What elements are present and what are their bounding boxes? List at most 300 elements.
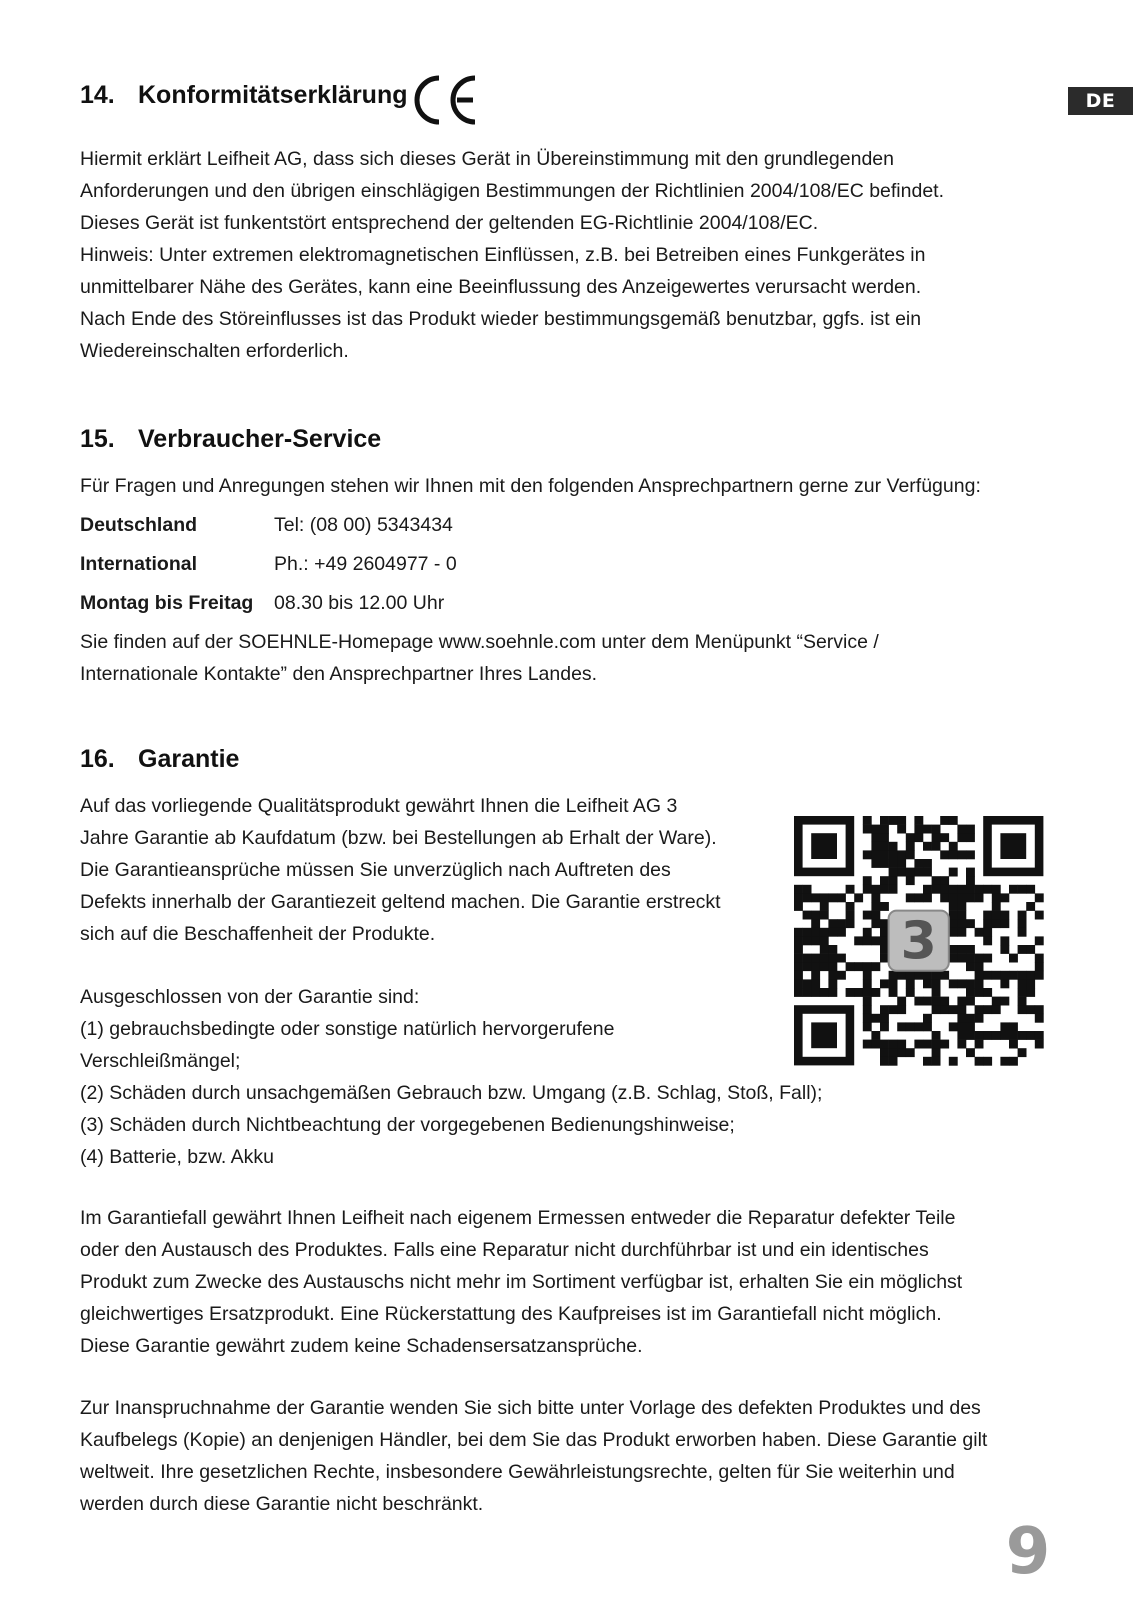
- qr-module: [932, 1031, 941, 1040]
- qr-module: [1018, 988, 1027, 997]
- qr-module: [803, 988, 812, 997]
- qr-module: [1000, 971, 1009, 980]
- qr-module: [880, 1040, 889, 1049]
- warranty-paragraph-3: [80, 1202, 1080, 1362]
- section-15-heading: [80, 424, 381, 454]
- qr-module: [1026, 1005, 1035, 1014]
- qr-module: [794, 928, 803, 937]
- qr-module: [949, 928, 958, 937]
- qr-module: [1000, 893, 1009, 902]
- qr-module: [1026, 988, 1035, 997]
- qr-module: [889, 979, 898, 988]
- text-line: Verschleißmängel;: [80, 1050, 241, 1072]
- qr-module: [889, 842, 898, 851]
- section-number: 16.: [80, 745, 115, 773]
- text-line: sich auf die Beschaffenheit der Produkte.: [80, 923, 436, 945]
- qr-module: [966, 868, 975, 877]
- qr-module: [906, 979, 915, 988]
- qr-module: [863, 936, 872, 945]
- qr-module: [923, 885, 932, 894]
- qr-module: [957, 1005, 966, 1014]
- qr-module: [1018, 919, 1027, 928]
- qr-module: [932, 885, 941, 894]
- section-title: Konformitätserklärung: [138, 81, 408, 109]
- qr-module: [1026, 971, 1035, 980]
- qr-module: [1035, 1005, 1044, 1014]
- text-line: gleichwertiges Ersatzprodukt. Eine Rückerstattung des Kaufpreises ist im Garantiefall nicht möglich.: [80, 1303, 942, 1325]
- qr-module: [975, 979, 984, 988]
- qr-module: [949, 868, 958, 877]
- qr-module: [863, 1040, 872, 1049]
- qr-module: [1035, 971, 1044, 980]
- qr-finder-pattern: [811, 833, 837, 859]
- qr-module: [949, 1022, 958, 1031]
- qr-module: [828, 928, 837, 937]
- qr-module: [863, 988, 872, 997]
- qr-module: [1009, 1057, 1018, 1066]
- qr-module: [923, 868, 932, 877]
- qr-module: [880, 842, 889, 851]
- qr-module: [889, 876, 898, 885]
- qr-module: [871, 859, 880, 868]
- text-line: Im Garantiefall gewährt Ihnen Leifheit nach eigenem Ermessen entweder die Reparatur defekter Teile: [80, 1207, 956, 1229]
- qr-module: [880, 850, 889, 859]
- qr-module: [889, 868, 898, 877]
- qr-module: [794, 885, 803, 894]
- qr-module: [983, 919, 992, 928]
- qr-module: [923, 971, 932, 980]
- qr-module: [820, 893, 829, 902]
- qr-module: [932, 979, 941, 988]
- qr-module: [932, 842, 941, 851]
- qr-module: [949, 954, 958, 963]
- qr-module: [966, 885, 975, 894]
- qr-module: [992, 997, 1001, 1006]
- qr-module: [940, 876, 949, 885]
- qr-module: [871, 911, 880, 920]
- qr-module: [975, 988, 984, 997]
- qr-module: [871, 893, 880, 902]
- qr-module: [932, 833, 941, 842]
- qr-module: [880, 1057, 889, 1066]
- qr-module: [794, 988, 803, 997]
- qr-module: [957, 997, 966, 1006]
- qr-module: [880, 1005, 889, 1014]
- qr-module: [803, 911, 812, 920]
- qr-module: [803, 962, 812, 971]
- qr-module: [975, 962, 984, 971]
- qr-module: [1000, 945, 1009, 954]
- qr-module: [889, 885, 898, 894]
- text-line: Auf das vorliegende Qualitätsprodukt gewährt Ihnen die Leifheit AG 3: [80, 795, 678, 817]
- contact-value: Tel: (08 00) 5343434: [274, 514, 453, 536]
- qr-module: [1000, 911, 1009, 920]
- qr-module: [914, 997, 923, 1006]
- qr-module: [889, 859, 898, 868]
- qr-module: [889, 1048, 898, 1057]
- qr-module: [1009, 1022, 1018, 1031]
- qr-module: [914, 1022, 923, 1031]
- qr-module: [975, 1005, 984, 1014]
- qr-module: [992, 885, 1001, 894]
- qr-module: [803, 885, 812, 894]
- qr-module: [932, 1040, 941, 1049]
- qr-module: [889, 988, 898, 997]
- text-line: Diese Garantie gewährt zudem keine Schadensersatzansprüche.: [80, 1335, 643, 1357]
- qr-module: [863, 825, 872, 834]
- qr-module: [871, 1040, 880, 1049]
- qr-module: [846, 919, 855, 928]
- qr-module: [992, 1005, 1001, 1014]
- qr-module: [906, 971, 915, 980]
- qr-module: [992, 902, 1001, 911]
- qr-module: [992, 971, 1001, 980]
- qr-module: [940, 997, 949, 1006]
- contact-label: Montag bis Freitag: [80, 592, 254, 614]
- qr-module: [932, 876, 941, 885]
- qr-module: [854, 988, 863, 997]
- qr-module: [828, 919, 837, 928]
- qr-module: [880, 885, 889, 894]
- qr-module: [1026, 885, 1035, 894]
- qr-module: [966, 833, 975, 842]
- qr-module: [957, 833, 966, 842]
- qr-module: [966, 954, 975, 963]
- qr-module: [897, 1022, 906, 1031]
- qr-module: [906, 1022, 915, 1031]
- qr-module: [863, 1022, 872, 1031]
- qr-module: [794, 893, 803, 902]
- qr-module: [828, 971, 837, 980]
- qr-finder-pattern: [811, 1022, 837, 1048]
- qr-module: [966, 997, 975, 1006]
- qr-module: [949, 842, 958, 851]
- qr-module: [820, 988, 829, 997]
- qr-module: [1009, 1031, 1018, 1040]
- qr-module: [975, 928, 984, 937]
- qr-module: [1026, 979, 1035, 988]
- qr-module: [811, 988, 820, 997]
- qr-module: [889, 850, 898, 859]
- qr-module: [828, 979, 837, 988]
- qr-module: [932, 988, 941, 997]
- qr-module: [957, 1031, 966, 1040]
- qr-module: [1018, 885, 1027, 894]
- qr-module: [949, 850, 958, 859]
- qr-module: [863, 876, 872, 885]
- qr-module: [957, 1014, 966, 1023]
- qr-module: [957, 850, 966, 859]
- qr-module: [846, 885, 855, 894]
- qr-module: [923, 1022, 932, 1031]
- qr-module: [1000, 1022, 1009, 1031]
- ce-mark-icon: [413, 74, 481, 126]
- qr-module: [820, 962, 829, 971]
- text-line: unmittelbarer Nähe des Gerätes, kann eine Beeinflussung des Anzeigewertes verursacht werden.: [80, 276, 922, 298]
- qr-module: [871, 919, 880, 928]
- text-line: Anforderungen und den übrigen einschlägigen Bestimmungen der Richtlinien 2004/108/EC befindet.: [80, 180, 945, 202]
- qr-module: [932, 1048, 941, 1057]
- qr-module: [914, 833, 923, 842]
- qr-module: [897, 816, 906, 825]
- qr-module: [966, 919, 975, 928]
- qr-module: [1018, 1005, 1027, 1014]
- qr-module: [811, 919, 820, 928]
- qr-module: [820, 945, 829, 954]
- qr-module: [828, 962, 837, 971]
- qr-module: [897, 997, 906, 1006]
- qr-module: [1035, 1031, 1044, 1040]
- qr-module: [897, 850, 906, 859]
- section-16-heading: [80, 744, 239, 774]
- contact-value: 08.30 bis 12.00 Uhr: [274, 592, 445, 614]
- qr-module: [897, 971, 906, 980]
- qr-module: [1000, 936, 1009, 945]
- qr-module: [794, 945, 803, 954]
- qr-module: [820, 928, 829, 937]
- qr-module: [811, 893, 820, 902]
- qr-module: [940, 893, 949, 902]
- text-line: Die Garantieansprüche müssen Sie unverzüglich nach Auftreten des: [80, 859, 671, 881]
- qr-module: [923, 825, 932, 834]
- qr-module: [820, 911, 829, 920]
- section-title: Verbraucher-Service: [138, 425, 382, 453]
- text-line: Kaufbelegs (Kopie) an denjenigen Händler, bei dem Sie das Produkt erworben haben. Diese Garantie gilt: [80, 1429, 988, 1451]
- qr-module: [949, 902, 958, 911]
- qr-module: [949, 885, 958, 894]
- qr-module: [1035, 1014, 1044, 1023]
- qr-module: [803, 936, 812, 945]
- qr-module: [1018, 1031, 1027, 1040]
- qr-module: [820, 902, 829, 911]
- qr-module: [983, 885, 992, 894]
- qr-module: [992, 911, 1001, 920]
- qr-module: [820, 954, 829, 963]
- qr-module: [957, 919, 966, 928]
- qr-module: [940, 850, 949, 859]
- contact-label: Deutschland: [80, 514, 198, 536]
- qr-module: [992, 893, 1001, 902]
- qr-module: [940, 885, 949, 894]
- qr-module: [854, 936, 863, 945]
- warranty-paragraph-1: [80, 790, 780, 950]
- qr-module: [906, 833, 915, 842]
- qr-module: [1018, 971, 1027, 980]
- qr-module: [794, 971, 803, 980]
- qr-module: [1000, 1031, 1009, 1040]
- qr-module: [863, 979, 872, 988]
- qr-module: [1035, 936, 1044, 945]
- qr-module: [880, 833, 889, 842]
- text-line: Ausgeschlossen von der Garantie sind:: [80, 986, 420, 1008]
- qr-module: [794, 936, 803, 945]
- text-line: Hinweis: Unter extremen elektromagnetischen Einflüssen, z.B. bei Betreiben eines Funkgerätes in: [80, 244, 926, 266]
- qr-module: [880, 954, 889, 963]
- qr-module: [932, 825, 941, 834]
- qr-module: [983, 1031, 992, 1040]
- qr-module: [966, 1014, 975, 1023]
- qr-module: [880, 876, 889, 885]
- qr-module: [871, 1014, 880, 1023]
- qr-module: [966, 1031, 975, 1040]
- qr-module: [1035, 954, 1044, 963]
- qr-module: [1000, 979, 1009, 988]
- qr-module: [794, 979, 803, 988]
- section-number: 15.: [80, 425, 115, 453]
- section-number: 14.: [80, 81, 115, 109]
- qr-module: [1000, 1057, 1009, 1066]
- qr-module: [949, 816, 958, 825]
- qr-module: [906, 893, 915, 902]
- qr-module: [811, 979, 820, 988]
- qr-module: [803, 954, 812, 963]
- qr-module: [914, 825, 923, 834]
- qr-module: [992, 1031, 1001, 1040]
- qr-module: [871, 1031, 880, 1040]
- qr-module: [803, 893, 812, 902]
- qr-module: [1018, 928, 1027, 937]
- qr-module: [837, 928, 846, 937]
- qr-module: [871, 885, 880, 894]
- service-intro: Für Fragen und Anregungen stehen wir Ihnen mit den folgenden Ansprechpartnern gerne zur Verfügung:: [80, 475, 981, 497]
- text-line: werden durch diese Garantie nicht beschränkt.: [80, 1493, 484, 1515]
- qr-module: [940, 833, 949, 842]
- qr-module: [828, 988, 837, 997]
- qr-code-graphic: [790, 812, 1047, 1072]
- text-line: Defekts innerhalb der Garantiezeit geltend machen. Die Garantie erstreckt: [80, 891, 721, 913]
- qr-module: [975, 954, 984, 963]
- qr-module: [863, 1005, 872, 1014]
- qr-module: [1018, 911, 1027, 920]
- qr-module: [803, 979, 812, 988]
- qr-module: [871, 902, 880, 911]
- qr-module: [880, 936, 889, 945]
- qr-module: [906, 876, 915, 885]
- qr-module: [949, 893, 958, 902]
- qr-module: [983, 911, 992, 920]
- qr-module: [846, 962, 855, 971]
- qr-module: [863, 816, 872, 825]
- warranty-paragraph-4: [80, 1392, 1090, 1520]
- text-line: Wiedereinschalten erforderlich.: [80, 340, 349, 362]
- qr-module: [923, 893, 932, 902]
- qr-module: [983, 971, 992, 980]
- qr-module: [975, 1040, 984, 1049]
- qr-module: [966, 893, 975, 902]
- text-line: Hiermit erklärt Leifheit AG, dass sich dieses Gerät in Übereinstimmung mit den grundlegenden: [80, 148, 894, 170]
- qr-module: [957, 945, 966, 954]
- qr-module: [871, 833, 880, 842]
- qr-module: [1018, 979, 1027, 988]
- qr-module: [871, 988, 880, 997]
- qr-module: [880, 1048, 889, 1057]
- qr-module: [1009, 885, 1018, 894]
- qr-module: [1026, 945, 1035, 954]
- qr-finder-pattern: [1000, 833, 1026, 859]
- qr-module: [897, 859, 906, 868]
- qr-module: [949, 1005, 958, 1014]
- qr-module: [906, 850, 915, 859]
- qr-module: [966, 988, 975, 997]
- qr-module: [923, 1014, 932, 1023]
- qr-module: [1000, 919, 1009, 928]
- text-line: Zur Inanspruchnahme der Garantie wenden Sie sich bitte unter Vorlage des defekten Produktes und des: [80, 1397, 981, 1419]
- qr-module: [794, 902, 803, 911]
- qr-module: [871, 850, 880, 859]
- qr-module: [863, 850, 872, 859]
- contact-label: International: [80, 553, 198, 575]
- qr-module: [863, 997, 872, 1006]
- qr-module: [957, 1040, 966, 1049]
- qr-module: [906, 988, 915, 997]
- qr-module: [837, 893, 846, 902]
- qr-module: [846, 988, 855, 997]
- qr-module: [992, 919, 1001, 928]
- qr-module: [983, 954, 992, 963]
- qr-module: [983, 928, 992, 937]
- qr-module: [923, 842, 932, 851]
- qr-module: [820, 936, 829, 945]
- qr-module: [863, 885, 872, 894]
- qr-module: [880, 825, 889, 834]
- qr-module: [811, 954, 820, 963]
- qr-module: [897, 1048, 906, 1057]
- qr-module: [906, 842, 915, 851]
- qr-module: [837, 954, 846, 963]
- service-outro: [80, 626, 1040, 690]
- text-line: Dieses Gerät ist funkentstört entsprechend der geltenden EG-Richtlinie 2004/108/EC.: [80, 212, 819, 234]
- qr-module: [889, 1005, 898, 1014]
- text-line: (2) Schäden durch unsachgemäßen Gebrauch bzw. Umgang (z.B. Schlag, Stoß, Fall);: [80, 1082, 823, 1104]
- qr-module: [914, 816, 923, 825]
- qr-module: [854, 893, 863, 902]
- qr-module: [846, 911, 855, 920]
- qr-module: [897, 825, 906, 834]
- text-line: Produkt zum Zwecke des Austauschs nicht mehr im Sortiment verfügbar ist, erhalten Sie ein möglichst: [80, 1271, 963, 1293]
- qr-module: [1018, 1048, 1027, 1057]
- qr-module: [914, 971, 923, 980]
- text-line: (4) Batterie, bzw. Akku: [80, 1146, 275, 1168]
- qr-module: [923, 859, 932, 868]
- text-line: (1) gebrauchsbedingte oder sonstige natürlich hervorgerufene: [80, 1018, 615, 1040]
- language-tab: DE: [1068, 87, 1133, 115]
- qr-module: [957, 893, 966, 902]
- qr-module: [975, 1014, 984, 1023]
- qr-module: [914, 893, 923, 902]
- qr-module: [811, 971, 820, 980]
- qr-module: [803, 928, 812, 937]
- qr-module: [940, 971, 949, 980]
- qr-module: [957, 954, 966, 963]
- qr-module: [975, 1031, 984, 1040]
- qr-module: [846, 902, 855, 911]
- qr-module: [863, 962, 872, 971]
- qr-module: [923, 1040, 932, 1049]
- qr-module: [966, 876, 975, 885]
- qr-module: [871, 825, 880, 834]
- qr-module: [1035, 962, 1044, 971]
- qr-module: [837, 971, 846, 980]
- qr-module: [1000, 997, 1009, 1006]
- text-line: Internationale Kontakte” den Ansprechpartner Ihres Landes.: [80, 663, 598, 685]
- qr-module: [871, 962, 880, 971]
- qr-module: [880, 979, 889, 988]
- qr-module: [957, 885, 966, 894]
- qr-module: [957, 902, 966, 911]
- qr-module: [828, 954, 837, 963]
- contact-value: Ph.: +49 2604977 - 0: [274, 553, 457, 575]
- qr-module: [897, 1005, 906, 1014]
